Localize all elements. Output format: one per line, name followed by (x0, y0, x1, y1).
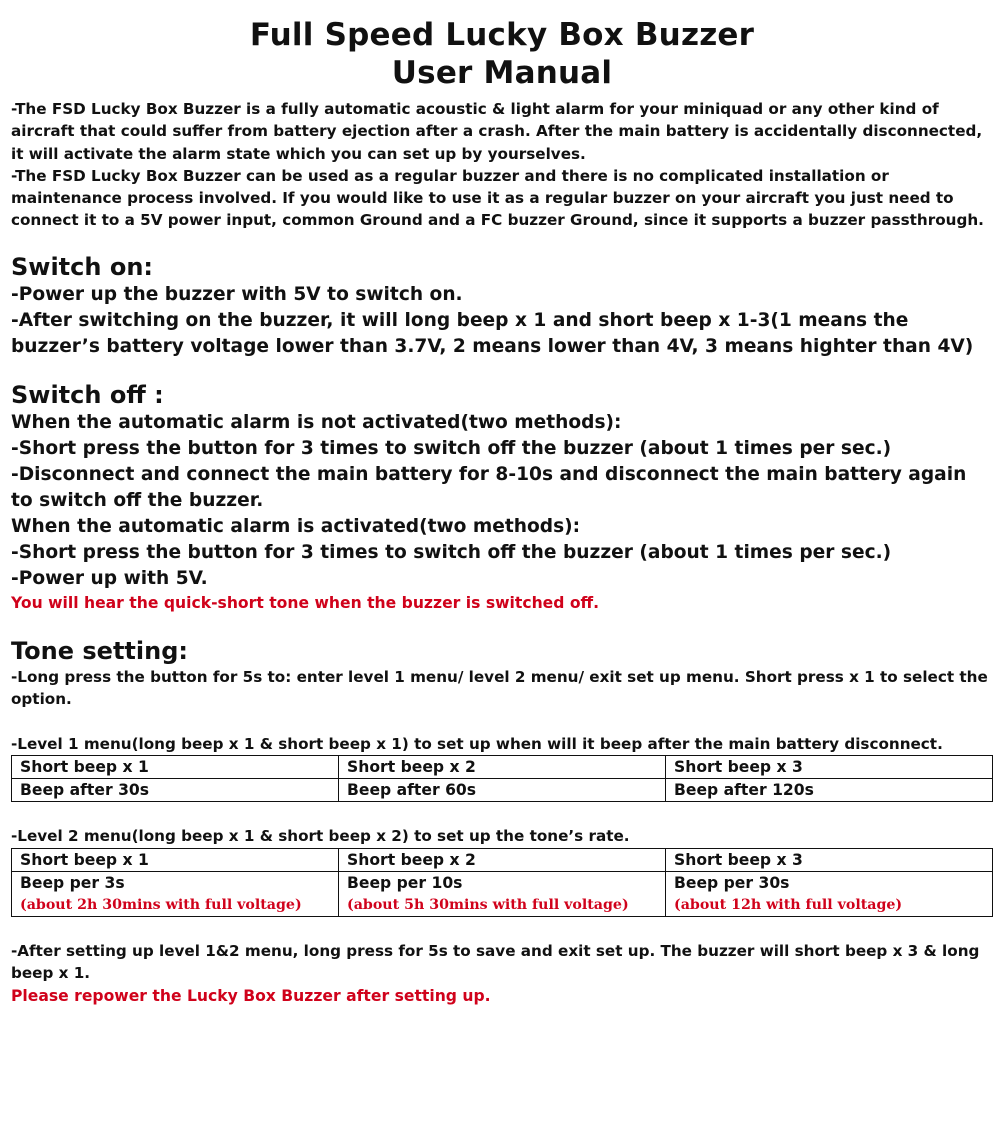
level2-note-1: (about 2h 30mins with full voltage) (20, 896, 302, 913)
level1-table (11, 755, 993, 802)
switch-off-heading: Switch off : (11, 380, 164, 409)
intro-paragraph-1: -The FSD Lucky Box Buzzer is a fully automatic acoustic & light alarm for your miniquad or any other kind of aircraft that could suffer from battery ejection after a crash. After the main battery is accidentally disconnected, it will activate the alarm state which you can set up by yourselves. (11, 100, 983, 163)
tone-setting-section (11, 636, 993, 1007)
level2-note-2: (about 5h 30mins with full voltage) (347, 896, 629, 913)
switch-on-section (11, 252, 993, 360)
level1-header-2: Short beep x 2 (339, 756, 666, 779)
level2-header-1: Short beep x 1 (12, 848, 339, 871)
level2-header-2: Short beep x 2 (339, 848, 666, 871)
intro-section (11, 98, 993, 232)
switch-on-heading: Switch on: (11, 252, 153, 281)
level2-value-3: Beep per 30s (674, 873, 790, 892)
level2-cell-1 (12, 871, 339, 916)
table-row (12, 848, 993, 871)
document-title (11, 16, 993, 92)
switch-on-line-1: -Power up the buzzer with 5V to switch on. (11, 283, 463, 305)
level1-header-3: Short beep x 3 (666, 756, 993, 779)
level2-description: -Level 2 menu(long beep x 1 & short beep x 2) to set up the tone’s rate. (11, 827, 630, 846)
after-setup-text: -After setting up level 1&2 menu, long press for 5s to save and exit set up. The buzzer will short beep x 3 & long beep x 1. (11, 941, 980, 983)
table-row (12, 871, 993, 916)
manual-page (11, 16, 993, 1007)
switch-off-line-4: When the automatic alarm is activated(two methods): (11, 515, 581, 537)
level2-table (11, 848, 993, 917)
level2-header-3: Short beep x 3 (666, 848, 993, 871)
intro-paragraph-2: -The FSD Lucky Box Buzzer can be used as a regular buzzer and there is no complicated installation or maintenance process involved. If you would like to use it as a regular buzzer on your aircraft you just need to connect it to a 5V power input, common Ground and a FC buzzer Ground, since it supports a buzzer passthrough. (11, 166, 984, 230)
level2-note-3: (about 12h with full voltage) (674, 896, 903, 913)
tone-setting-intro: -Long press the button for 5s to: enter level 1 menu/ level 2 menu/ exit set up menu. Short press x 1 to select the option. (11, 667, 988, 709)
table-row (12, 779, 993, 802)
table-row (12, 756, 993, 779)
switch-off-line-1: When the automatic alarm is not activated(two methods): (11, 411, 622, 433)
switch-off-line-5: -Short press the button for 3 times to switch off the buzzer (about 1 times per sec.) (11, 541, 892, 563)
level1-value-2: Beep after 60s (339, 779, 666, 802)
level2-cell-3 (666, 871, 993, 916)
level2-value-2: Beep per 10s (347, 873, 463, 892)
level2-value-1: Beep per 3s (20, 873, 125, 892)
repower-note: Please repower the Lucky Box Buzzer after setting up. (11, 986, 491, 1005)
level2-cell-2 (339, 871, 666, 916)
switch-off-section (11, 380, 993, 614)
level1-value-1: Beep after 30s (12, 779, 339, 802)
switch-off-line-2: -Short press the button for 3 times to switch off the buzzer (about 1 times per sec.) (11, 437, 892, 459)
switch-on-line-2: -After switching on the buzzer, it will long beep x 1 and short beep x 1-3(1 means the buzzer’s battery voltage lower than 3.7V, 2 means lower than 4V, 3 means highter than 4V) (11, 309, 974, 357)
switch-off-note: You will hear the quick-short tone when the buzzer is switched off. (11, 593, 600, 612)
title-line-1: Full Speed Lucky Box Buzzer (249, 17, 755, 53)
tone-setting-heading: Tone setting: (11, 636, 188, 665)
switch-off-line-6: -Power up with 5V. (11, 567, 208, 589)
level1-description: -Level 1 menu(long beep x 1 & short beep x 1) to set up when will it beep after the main battery disconnect. (11, 734, 943, 753)
title-line-2: User Manual (391, 55, 613, 91)
level1-value-3: Beep after 120s (666, 779, 993, 802)
switch-off-line-3: -Disconnect and connect the main battery for 8-10s and disconnect the main battery again to switch off the buzzer. (11, 463, 967, 511)
level1-header-1: Short beep x 1 (12, 756, 339, 779)
